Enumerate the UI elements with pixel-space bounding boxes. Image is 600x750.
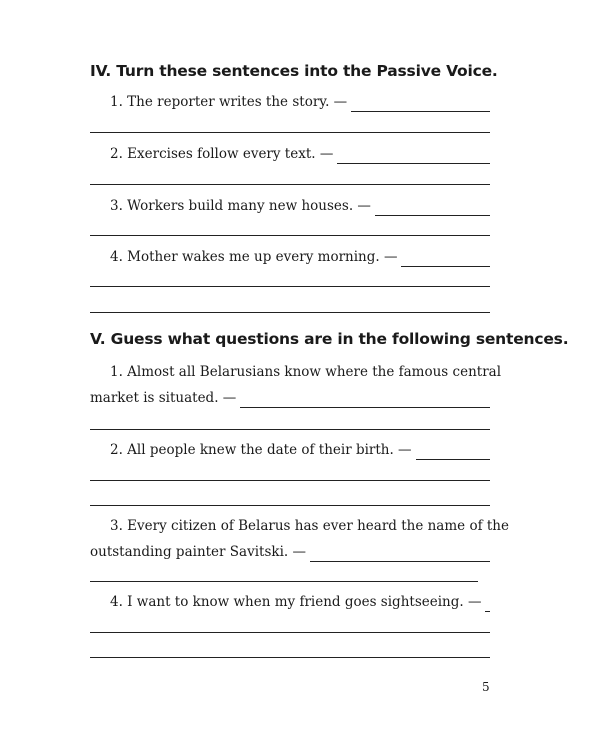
item-text: outstanding painter Savitski. — [90,544,306,560]
section-5-heading: V. Guess what questions are in the following sentences. [90,330,569,348]
item-text: 1. The reporter writes the story. — [110,94,348,110]
item-text: 1. Almost all Belarusians know where the famous central [110,364,502,380]
exercise-4-item-1 [90,88,490,112]
answer-line [90,132,490,133]
answer-blank [416,458,490,460]
answer-line [90,429,490,430]
answer-blank [240,406,490,408]
item-text: 3. Every citizen of Belarus has ever heard the name of the [110,518,509,534]
answer-line [90,286,490,287]
page-number: 5 [482,680,490,694]
answer-blank [375,214,490,216]
exercise-5-item-4 [90,588,490,612]
answer-line [90,632,490,633]
item-text: 2. All people knew the date of their birth. — [110,442,412,458]
exercise-4-item-2 [90,140,490,164]
answer-blank [351,110,490,112]
answer-blank [401,265,490,267]
exercise-4-item-4 [90,243,490,267]
answer-line [90,312,490,313]
section-4-heading: IV. Turn these sentences into the Passive Voice. [90,62,498,80]
answer-blank [337,162,490,164]
answer-line [90,581,478,582]
answer-blank [485,610,490,612]
exercise-5-item-2 [90,436,490,460]
exercise-5-item-3-cont [90,538,490,562]
item-text: 2. Exercises follow every text. — [110,146,334,162]
answer-line [90,235,490,236]
answer-blank [310,560,490,562]
exercise-5-item-1 [90,358,502,382]
answer-line [90,184,490,185]
answer-line [90,480,490,481]
item-text: 3. Workers build many new houses. — [110,198,371,214]
item-text: market is situated. — [90,390,237,406]
answer-line [90,505,490,506]
item-text: 4. Mother wakes me up every morning. — [110,249,398,265]
exercise-4-item-3 [90,192,490,216]
exercise-5-item-3 [90,512,509,536]
exercise-5-item-1-cont [90,384,490,408]
answer-line [90,657,490,658]
item-text: 4. I want to know when my friend goes sightseeing. — [110,594,482,610]
